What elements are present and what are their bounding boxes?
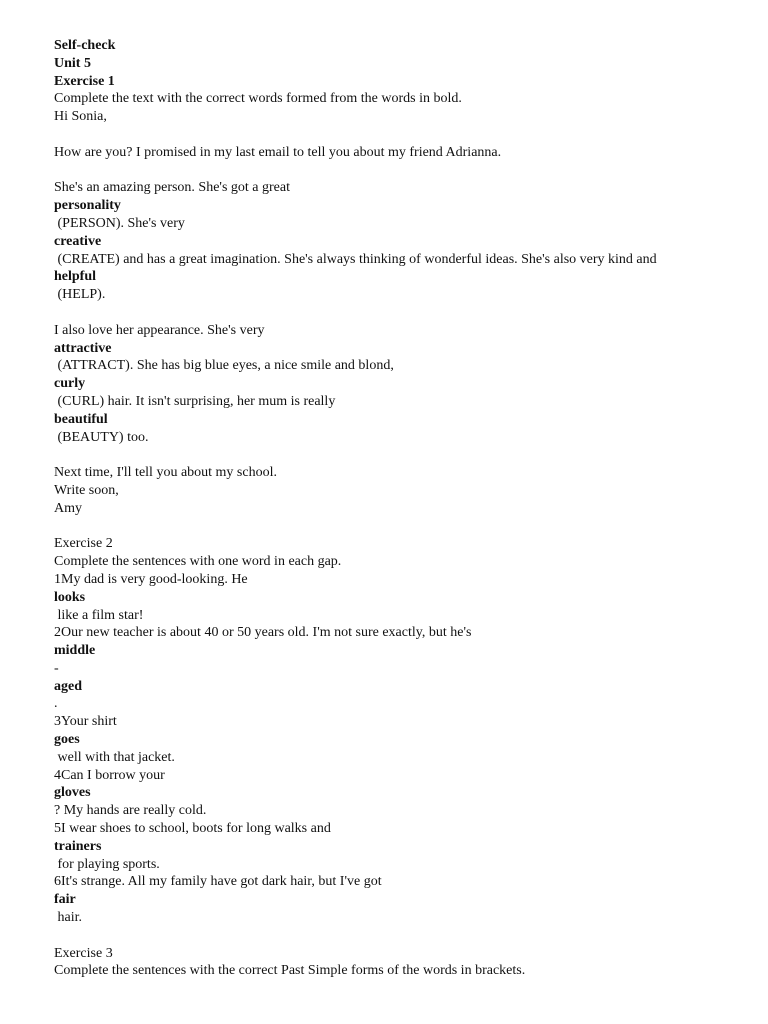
- answer-word: trainers: [54, 838, 102, 854]
- letter-paragraph: How are you? I promised in my last email to tell you about my friend Adrianna.: [54, 144, 502, 160]
- letter-signoff: Write soon,: [54, 482, 119, 498]
- document-page: [54, 37, 744, 980]
- question-text: for playing sports.: [54, 856, 160, 872]
- question-text: 3Your shirt: [54, 714, 117, 730]
- spacer: [54, 927, 744, 945]
- question-text: well with that jacket.: [54, 749, 175, 765]
- answer-word: beautiful: [54, 411, 108, 427]
- answer-word: middle: [54, 643, 96, 659]
- letter-signature: Amy: [54, 500, 82, 516]
- spacer: [54, 518, 744, 536]
- letter-text: She's an amazing person. She's got a great: [54, 180, 290, 196]
- hyphen-text: -: [54, 660, 59, 676]
- answer-word: attractive: [54, 340, 112, 356]
- answer-word: curly: [54, 376, 86, 392]
- spacer: [54, 126, 744, 144]
- letter-text: (CURL) hair. It isn't surprising, her mum is really: [54, 393, 336, 409]
- exercise1-instruction: Complete the text with the correct words formed from the words in bold.: [54, 91, 462, 107]
- question-text: hair.: [54, 910, 82, 926]
- question-text: 4Can I borrow your: [54, 767, 165, 783]
- exercise3-title: Exercise 3: [54, 945, 113, 961]
- spacer: [54, 304, 744, 322]
- answer-word: looks: [54, 589, 86, 605]
- answer-word: personality: [54, 198, 121, 214]
- question-text: 5I wear shoes to school, boots for long walks and: [54, 821, 331, 837]
- letter-text: (ATTRACT). She has big blue eyes, a nice smile and blond,: [54, 358, 394, 374]
- exercise2-title: Exercise 2: [54, 536, 113, 552]
- spacer: [54, 446, 744, 464]
- question-text: 2Our new teacher is about 40 or 50 years old. I'm not sure exactly, but he's: [54, 625, 472, 641]
- question-text: 1My dad is very good-looking. He: [54, 571, 248, 587]
- letter-text: (HELP).: [54, 287, 106, 303]
- exercise1-title: Exercise 1: [54, 73, 115, 89]
- letter-text: I also love her appearance. She's very: [54, 322, 265, 338]
- unit-heading: Unit 5: [54, 55, 91, 71]
- answer-word: helpful: [54, 269, 97, 285]
- answer-word: gloves: [54, 785, 91, 801]
- letter-text: Next time, I'll tell you about my school.: [54, 465, 277, 481]
- exercise2-instruction: Complete the sentences with one word in each gap.: [54, 554, 342, 570]
- period-text: .: [54, 696, 58, 712]
- letter-text: (CREATE) and has a great imagination. She's always thinking of wonderful ideas. She's also very kind and: [54, 251, 657, 267]
- question-text: ? My hands are really cold.: [54, 803, 207, 819]
- question-text: like a film star!: [54, 607, 144, 623]
- self-check-heading: Self-check: [54, 38, 116, 53]
- answer-word: creative: [54, 233, 102, 249]
- answer-word: goes: [54, 732, 80, 748]
- letter-greeting: Hi Sonia,: [54, 109, 107, 125]
- exercise3-instruction: Complete the sentences with the correct Past Simple forms of the words in brackets.: [54, 963, 526, 979]
- spacer: [54, 162, 744, 180]
- letter-text: (PERSON). She's very: [54, 215, 185, 231]
- answer-word: aged: [54, 678, 82, 694]
- letter-text: (BEAUTY) too.: [54, 429, 149, 445]
- question-text: 6It's strange. All my family have got dark hair, but I've got: [54, 874, 382, 890]
- answer-word: fair: [54, 892, 76, 908]
